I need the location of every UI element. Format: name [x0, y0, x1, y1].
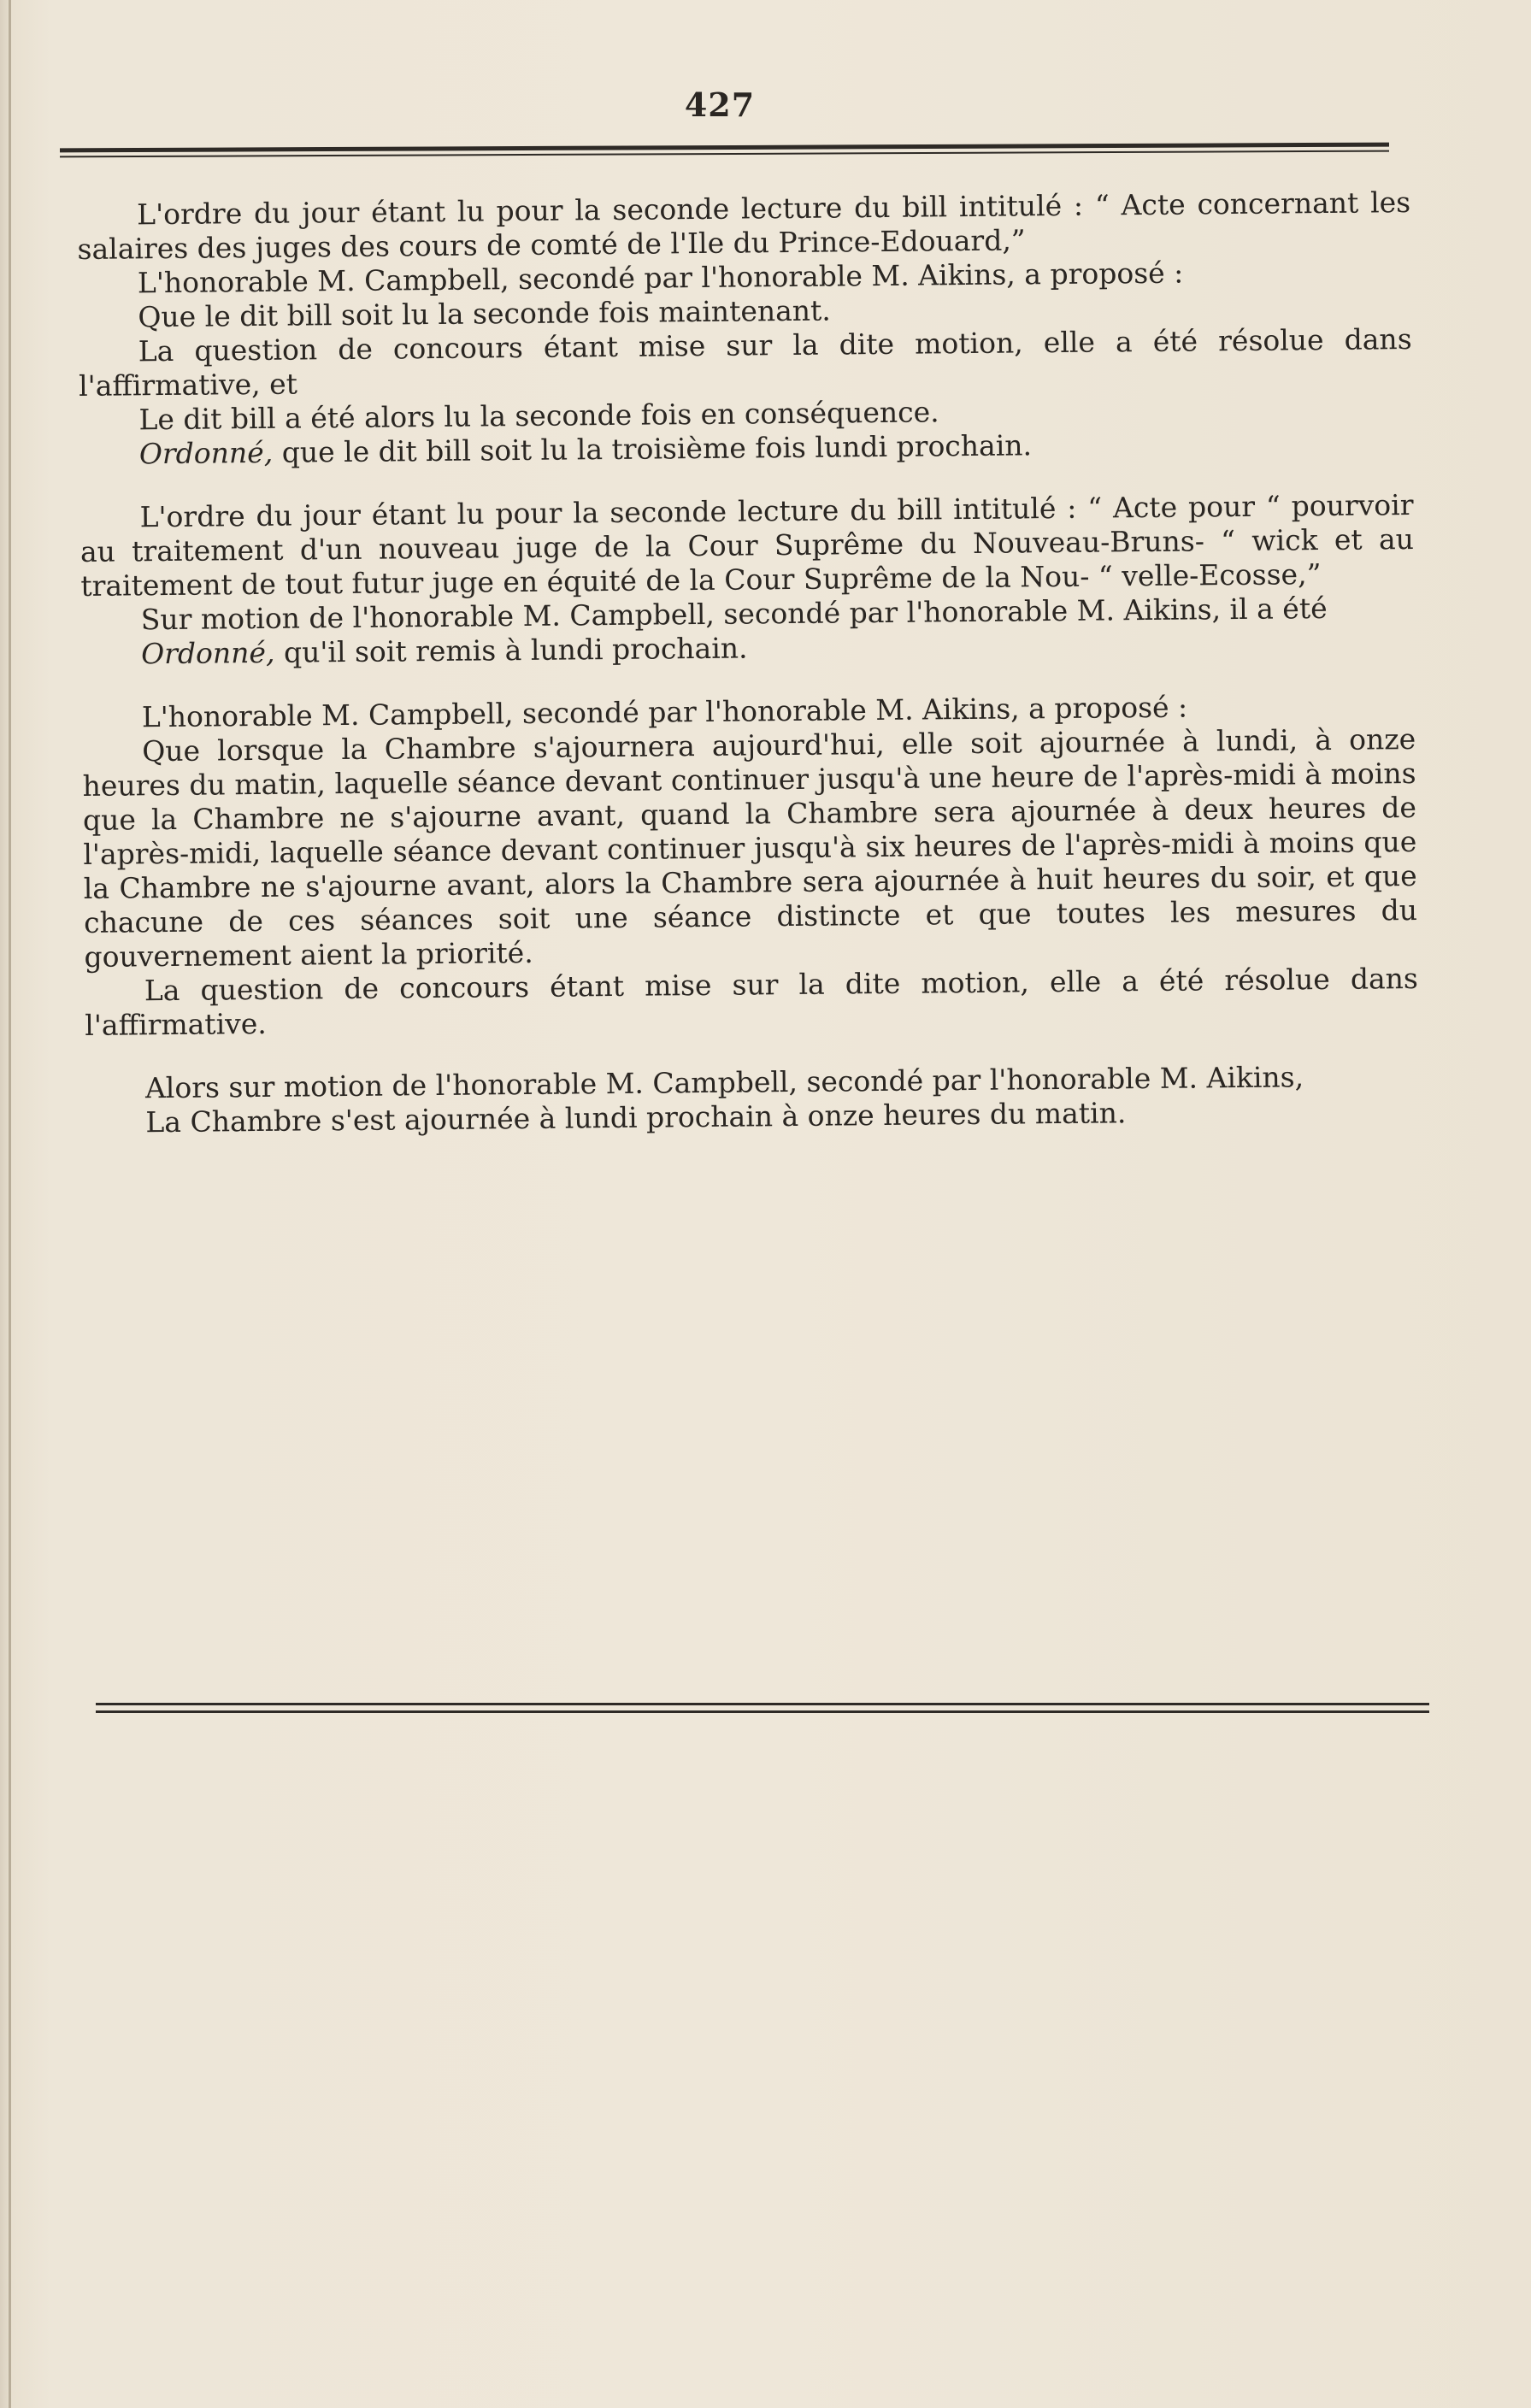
ordered-text: qu'il soit remis à lundi prochain.: [274, 631, 748, 669]
closing-motion-paragraph: Alors sur motion de l'honorable M. Campbell, secondé par l'honorable M. Aikins,: [144, 1060, 1304, 1105]
section-county-judges-bill: [77, 185, 1413, 472]
motion-paragraph: L'honorable M. Campbell, secondé par l'honorable M. Aikins, a proposé :: [141, 690, 1188, 734]
ordered-label: Ordonné,: [138, 435, 274, 471]
section-supreme-court-bill: [79, 488, 1415, 672]
order-of-day-paragraph: L'ordre du jour étant lu pour la seconde lecture du bill intitulé : “ Acte pour “ pourvoir au traitement d'un nouveau juge de la Cour Suprême du Nouveau-Bruns- “ wick et au traitement de tout futur juge en équité de la Cour Suprême de la Nou- “ velle-Ecosse,”: [79, 488, 1415, 603]
footer-rule-line: [96, 1710, 1429, 1713]
section-closing: [85, 1059, 1420, 1140]
footer-rule: [96, 1703, 1429, 1713]
binding-edge: [9, 0, 11, 2408]
header-rule: [60, 145, 1389, 155]
motion-paragraph: Sur motion de l'honorable M. Campbell, secondé par l'honorable M. Aikins, il a été: [140, 591, 1328, 637]
motion-text-paragraph: Que lorsque la Chambre s'ajournera aujourd'hui, elle soit ajournée à lundi, à onze heures du matin, laquelle séance devant continuer jusqu'à une heure de l'après-midi à moins que la Chambre ne s'ajourne avant, quand la Chambre sera ajournée à deux heures de l'après-midi, laquelle séance devant continuer jusqu'à six heures de l'après-midi à moins que la Chambre ne s'ajourne avant, alors la Chambre sera ajournée à huit heures du soir, et que chacune de ces séances soit une séance distincte et que toutes les mesures du gouvernement aient la priorité.: [82, 721, 1418, 974]
page-number: 427: [684, 85, 756, 124]
ordered-text: que le dit bill soit lu la troisième fois lundi prochain.: [273, 428, 1033, 469]
question-paragraph: La question de concours étant mise sur la dite motion, elle a été résolue dans l'affirmative, et: [78, 322, 1412, 403]
section-adjournment-motion: [82, 688, 1419, 1043]
order-of-day-paragraph: L'ordre du jour étant lu pour la seconde lecture du bill intitulé : “ Acte concernant les salaires des juges des cours de comté de l'Ile du Prince-Edouard,”: [77, 185, 1411, 266]
adjourned-paragraph: La Chambre s'est ajournée à lundi prochain à onze heures du matin.: [145, 1096, 1127, 1139]
question-paragraph: La question de concours étant mise sur la dite motion, elle a été résolue dans l'affirmative.: [85, 961, 1419, 1042]
page-body: [77, 185, 1420, 1140]
footer-rule-line: [96, 1703, 1429, 1705]
reading-paragraph: Le dit bill a été alors lu la seconde fois en conséquence.: [138, 395, 939, 437]
motion-paragraph: L'honorable M. Campbell, secondé par l'honorable M. Aikins, a proposé :: [137, 256, 1184, 300]
ordered-label: Ordonné,: [140, 635, 275, 671]
motion-text-paragraph: Que le dit bill soit lu la seconde fois maintenant.: [138, 293, 831, 334]
